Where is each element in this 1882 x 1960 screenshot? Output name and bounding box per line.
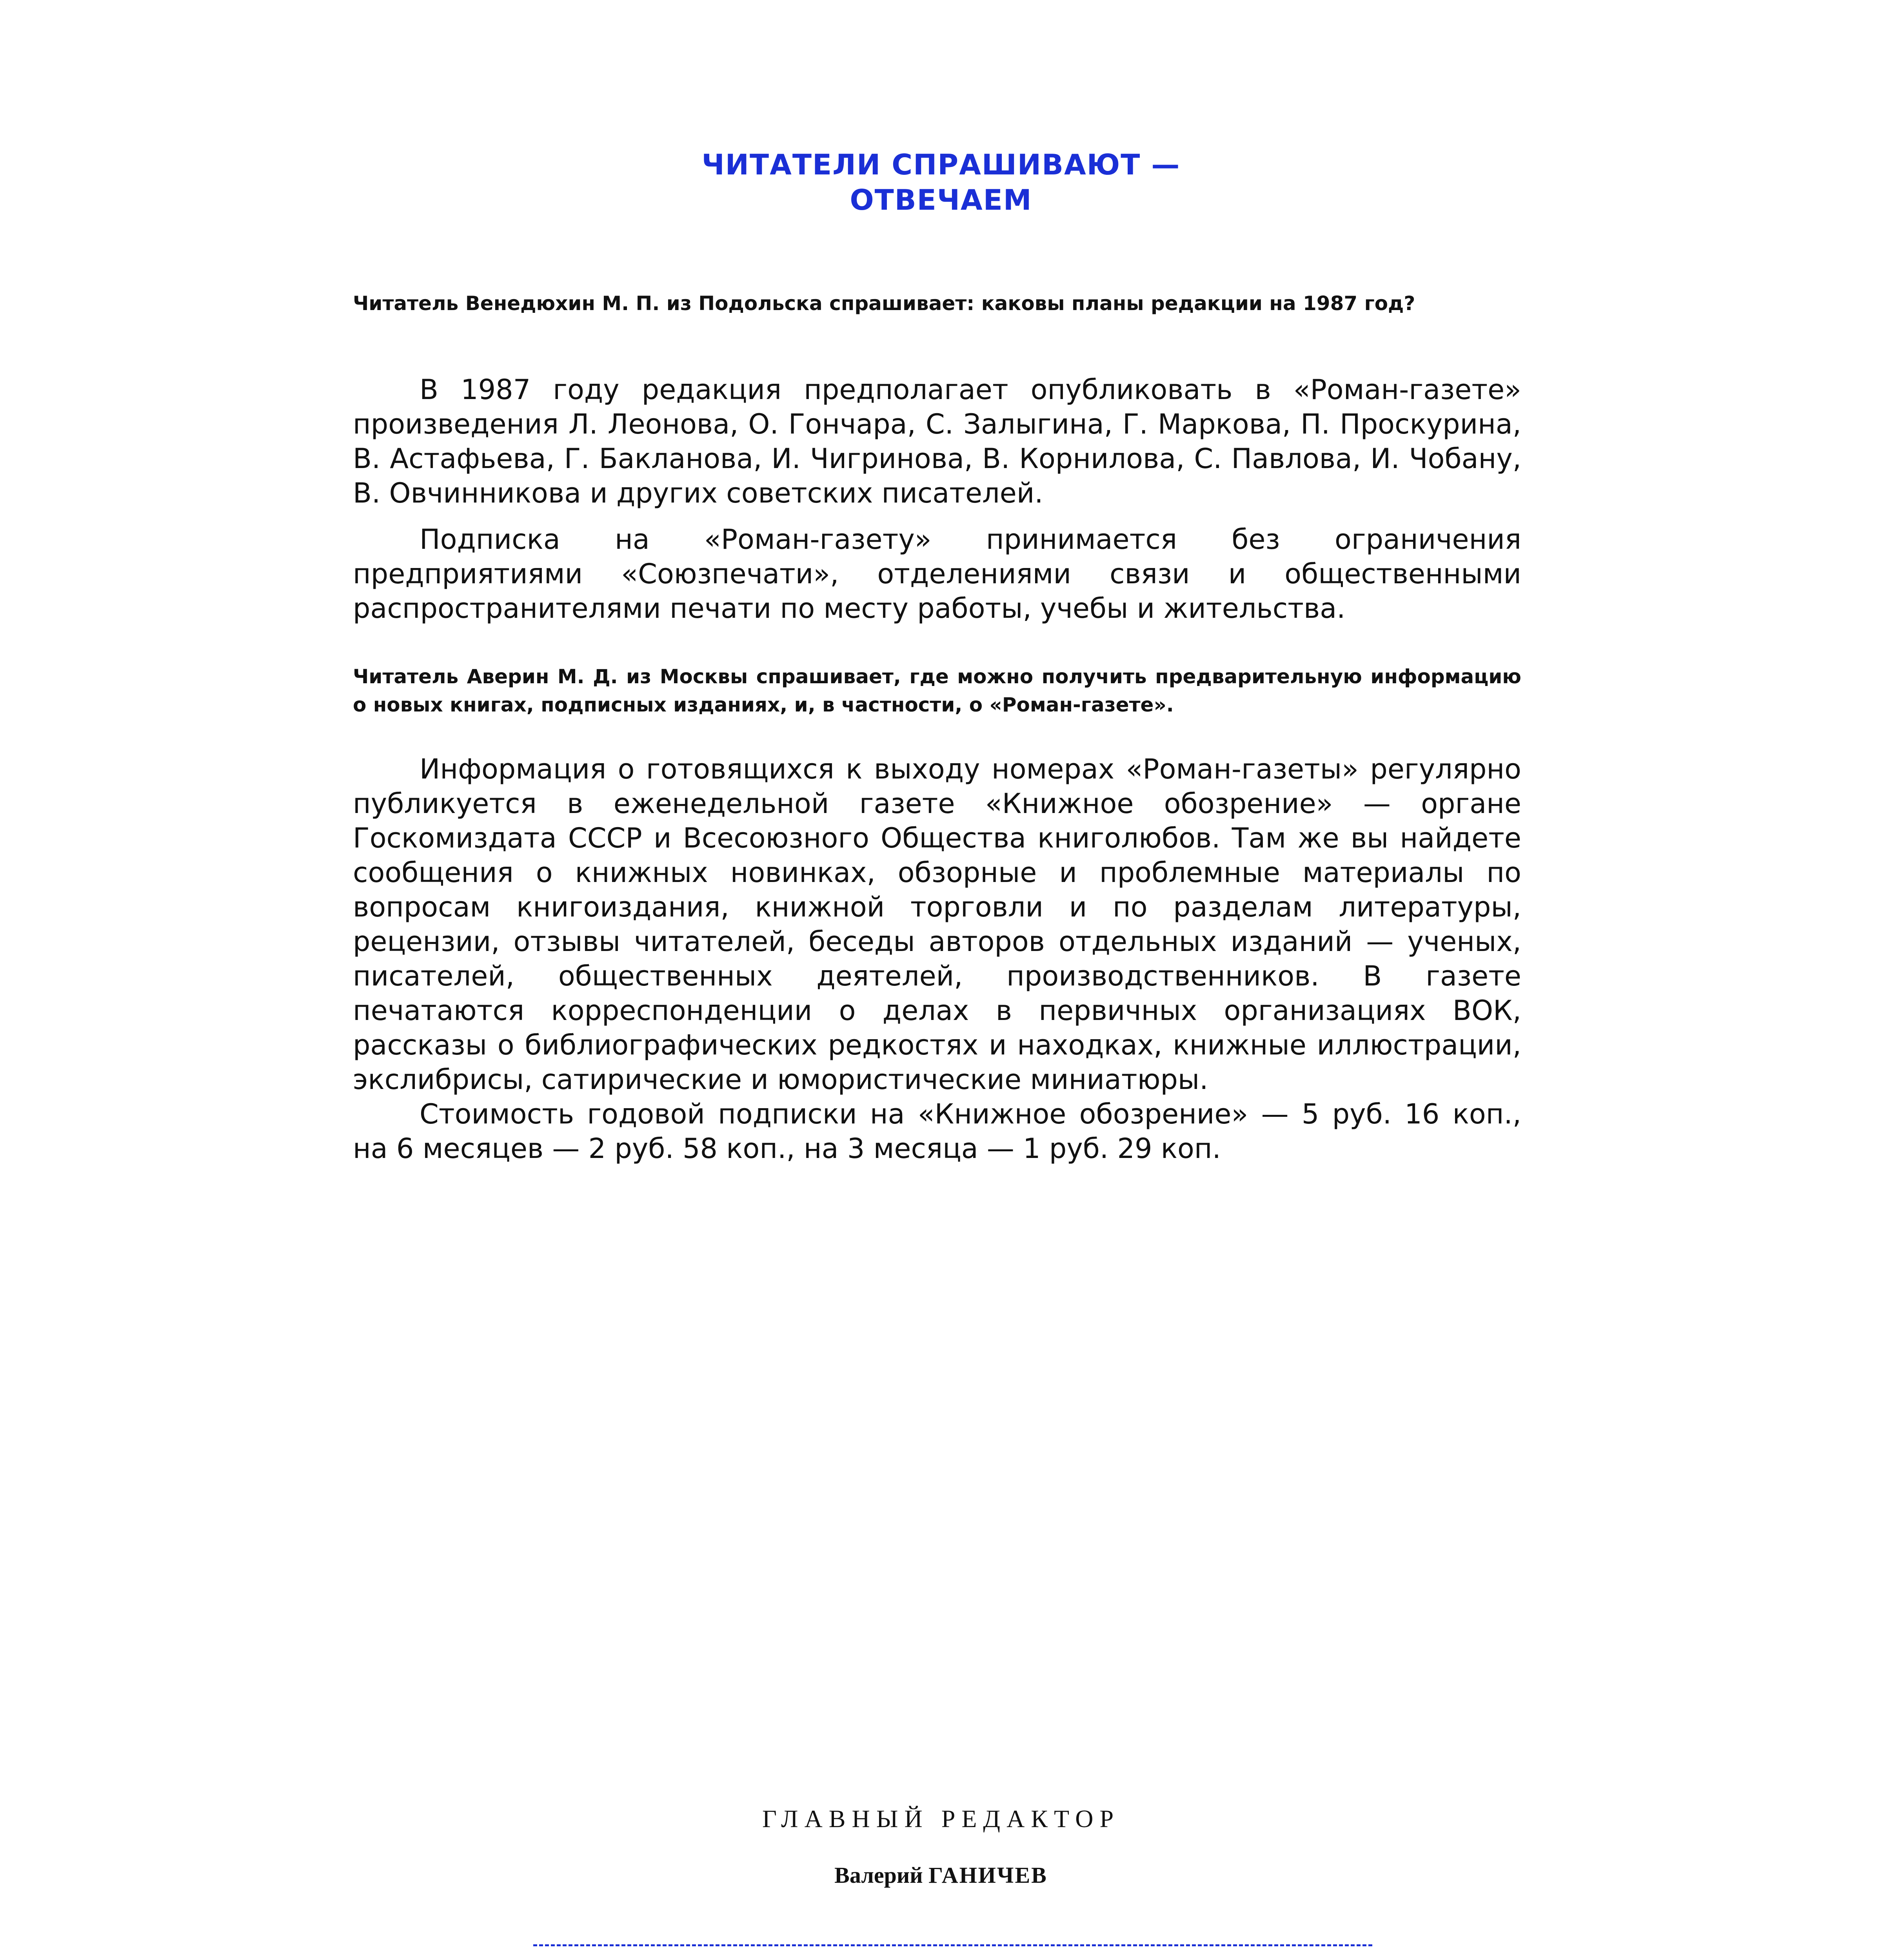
section-title xyxy=(549,147,1333,218)
editor-surname: ГАНИЧЕВ xyxy=(928,1862,1048,1888)
answer-1 xyxy=(353,372,1521,626)
answer-2 xyxy=(353,752,1521,1166)
answer-1-paragraph-2: Подписка на «Роман-газету» принимается без ограничения предприятиями «Союзпечати», отделениями связи и общественными распространителями печати по месту работы, учебы и жительства. xyxy=(353,523,1521,624)
editor-first-name: Валерий xyxy=(834,1862,923,1888)
section-title-line-2: ОТВЕЧАЕМ xyxy=(850,183,1032,216)
reader-question-2: Читатель Аверин М. Д. из Москвы спрашивает, где можно получить предварительную информацию о новых книгах, подписных изданиях, и, в частности, о «Роман-газете». xyxy=(353,665,1521,716)
divider-rule xyxy=(533,1944,1372,1946)
answer-2-paragraph-2: Стоимость годовой подписки на «Книжное обозрение» — 5 руб. 16 коп., на 6 месяцев — 2 руб. 58 коп., на 3 месяца — 1 руб. 29 коп. xyxy=(353,1098,1521,1165)
editor-in-chief-name xyxy=(549,1861,1333,1889)
answer-1-paragraph-1: В 1987 году редакция предполагает опубликовать в «Роман-газете» произведения Л. Леонова, О. Гончара, С. Залыгина, Г. Маркова, П. Проскурина, В. Астафьева, Г. Бакланова, И. Чигринова, В. Корнилова, С. Павлова, И. Чобану, В. Овчинникова и других советских писателей. xyxy=(353,374,1521,509)
answer-2-paragraph-1: Информация о готовящихся к выходу номерах «Роман-газеты» регулярно публикуется в еженедельной газете «Книжное обозрение» — органе Госкомиздата СССР и Всесоюзного Общества книголюбов. Там же вы найдете сообщения о книжных новинках, обзорные и проблемные материалы по вопросам книгоиздания, книжной торговли и по разделам литературы, рецензии, отзывы читателей, беседы авторов отдельных изданий — ученых, писателей, общественных деятелей, производственников. В газете печатаются корреспонденции о делах в первичных организациях ВОК, рассказы о библиографических редкостях и находках, книжные иллюстрации, экслибрисы, сатирические и юмористические миниатюры. xyxy=(353,753,1521,1096)
section-title-line-1: ЧИТАТЕЛИ СПРАШИВАЮТ — xyxy=(701,148,1181,181)
reader-question-1: Читатель Венедюхин М. П. из Подольска спрашивает: каковы планы редакции на 1987 год? xyxy=(353,292,1415,315)
editor-in-chief-heading: ГЛАВНЫЙ РЕДАКТОР xyxy=(762,1805,1120,1833)
